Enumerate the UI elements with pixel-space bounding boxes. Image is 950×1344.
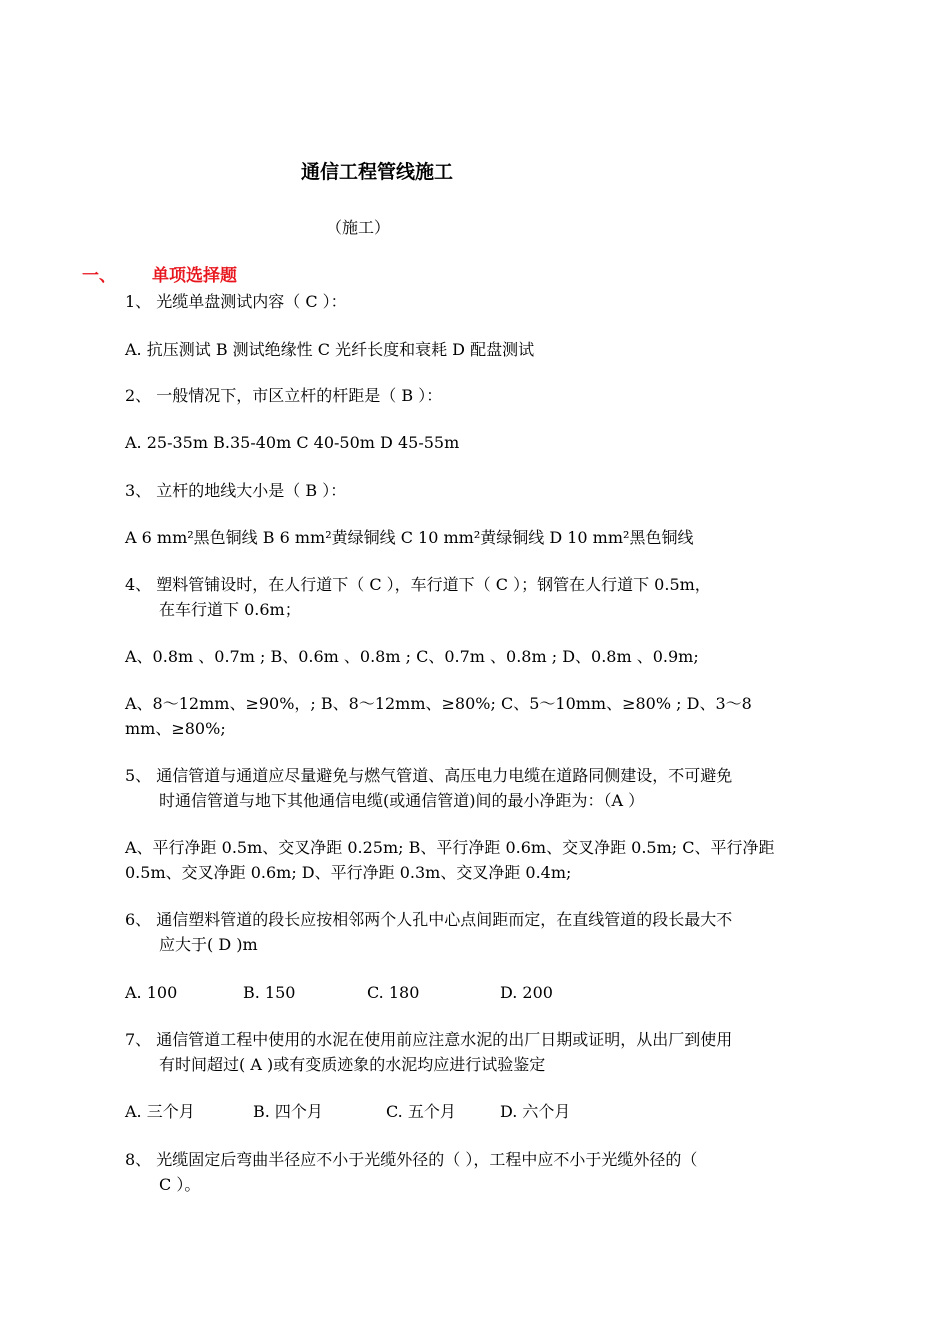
question-6-line-2: 应大于( D )m — [159, 935, 258, 954]
question-7-option-b: B. 四个月 — [253, 1102, 323, 1121]
question-7-option-a: A. 三个月 — [125, 1102, 195, 1121]
question-6-line-1: 6、 通信塑料管道的段长应按相邻两个人孔中心点间距而定，在直线管道的段长最大不 — [125, 910, 733, 929]
question-6-option-a: A. 100 — [125, 983, 178, 1002]
question-6-option-d: D. 200 — [500, 983, 553, 1002]
options-block-line-1: A、8～12mm、≥90%，; B、8～12mm、≥80%; C、5～10mm、≥80% ; D、3～8 — [125, 694, 752, 713]
question-6-option-b: B. 150 — [243, 983, 296, 1002]
options-block-line-2: mm、≥80%; — [125, 719, 226, 738]
question-4-line-2: 在车行道下 0.6m； — [159, 600, 301, 619]
question-7-line-2: 有时间超过( A )或有变质迹象的水泥均应进行试验鉴定 — [159, 1055, 546, 1074]
question-1: 1、 光缆单盘测试内容（ C ）： — [125, 292, 347, 311]
page-subtitle: （施工） — [326, 218, 391, 237]
question-4-options: A、0.8m 、0.7m ; B、0.6m 、0.8m ; C、0.7m 、0.8m ; D、0.8m 、0.9m; — [125, 647, 699, 666]
question-1-options: A. 抗压测试 B 测试绝缘性 C 光纤长度和衰耗 D 配盘测试 — [125, 340, 535, 359]
question-7-line-1: 7、 通信管道工程中使用的水泥在使用前应注意水泥的出厂日期或证明，从出厂到使用 — [125, 1030, 733, 1049]
question-4-line-1: 4、 塑料管铺设时，在人行道下（ C ），车行道下（ C ）；钢管在人行道下 0.5m， — [125, 575, 711, 594]
question-6-option-c: C. 180 — [367, 983, 420, 1002]
question-7-option-c: C. 五个月 — [386, 1102, 456, 1121]
question-5-options-line-2: 0.5m、交叉净距 0.6m; D、平行净距 0.3m、交叉净距 0.4m; — [125, 863, 572, 882]
question-3-options: A 6 mm²黑色铜线 B 6 mm²黄绿铜线 C 10 mm²黄绿铜线 D 10 mm²黑色铜线 — [125, 528, 694, 547]
question-5-line-1: 5、 通信管道与通道应尽量避免与燃气管道、高压电力电缆在道路同侧建设，不可避免 — [125, 766, 733, 785]
question-5-line-2: 时通信管道与地下其他通信电缆(或通信管道)间的最小净距为：（A ） — [159, 791, 645, 810]
question-3: 3、 立杆的地线大小是（ B ）： — [125, 481, 347, 500]
question-8-line-2: C ）。 — [159, 1175, 201, 1194]
question-2-options: A. 25-35m B.35-40m C 40-50m D 45-55m — [125, 433, 460, 452]
section-title: 单项选择题 — [152, 266, 237, 286]
question-5-options-line-1: A、平行净距 0.5m、交叉净距 0.25m; B、平行净距 0.6m、交叉净距 0.5m; C、平行净距 — [125, 838, 775, 857]
question-2: 2、 一般情况下，市区立杆的杆距是（ B ）： — [125, 386, 443, 405]
page-title: 通信工程管线施工 — [301, 161, 454, 183]
question-7-option-d: D. 六个月 — [500, 1102, 571, 1121]
section-number: 一、 — [82, 266, 116, 286]
question-8-line-1: 8、 光缆固定后弯曲半径应不小于光缆外径的（ ），工程中应不小于光缆外径的（ — [125, 1150, 698, 1169]
